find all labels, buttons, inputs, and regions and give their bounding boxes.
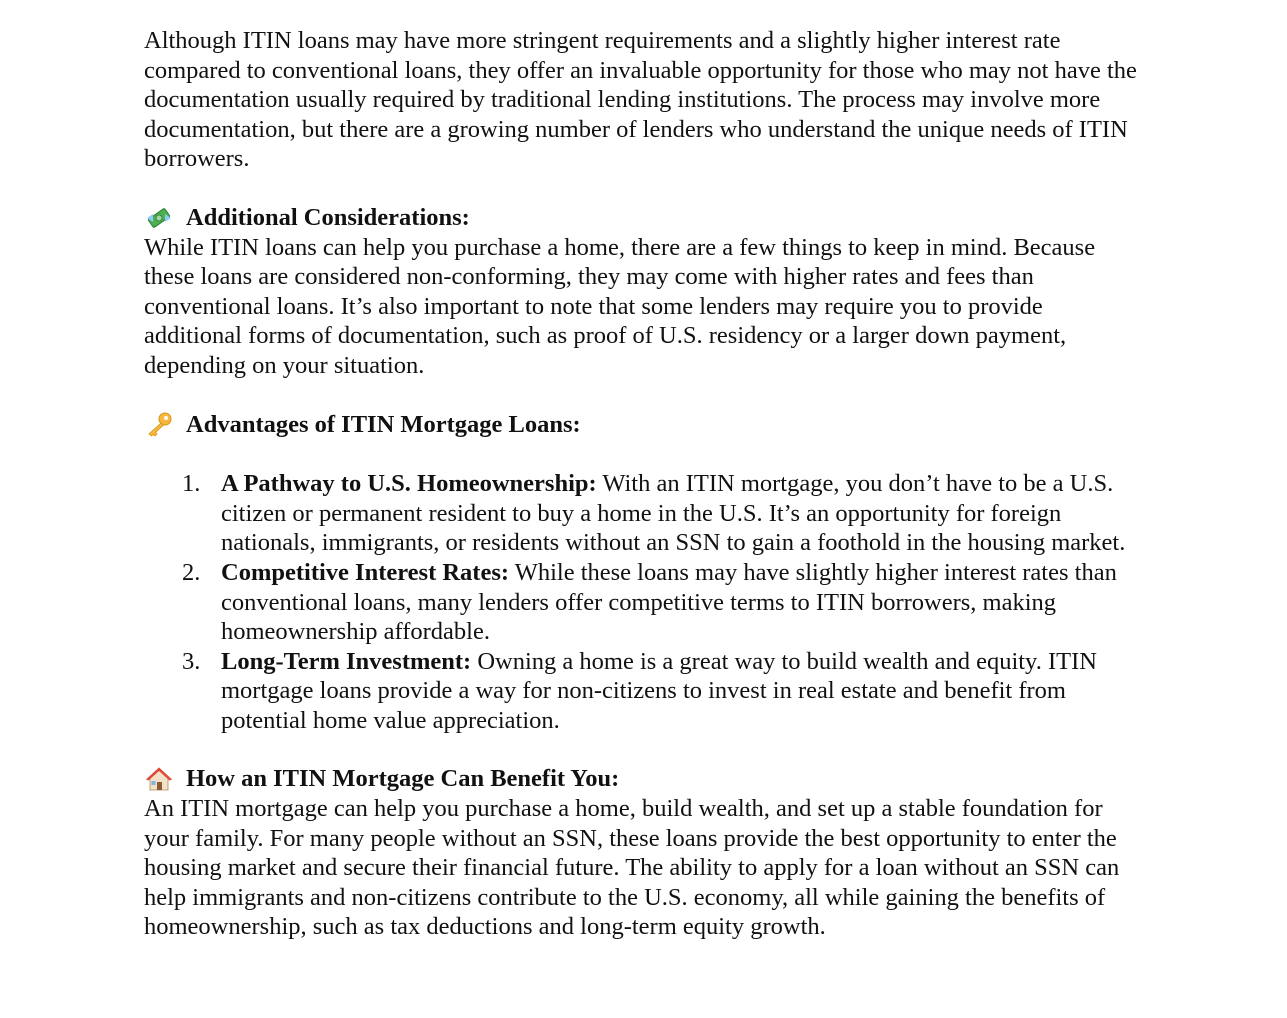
advantages-title: Advantages of ITIN Mortgage Loans:: [186, 410, 581, 438]
intro-paragraph: Although ITIN loans may have more stringent requirements and a slightly higher interest rate compared to conventional loans, they offer an invaluable opportunity for those who may not have the documentation usually required by traditional lending institutions. The process may involve more documentation, but there are a growing number of lenders who understand the unique needs of ITIN borrowers.: [144, 27, 1137, 173]
list-item-text: While these loans may have slightly higher interest rates than conventional loans, many lenders offer competitive terms to ITIN borrowers, making homeownership affordable.: [221, 558, 1117, 646]
list-item-title: Competitive Interest Rates:: [221, 558, 510, 586]
money-with-wings-icon: [144, 205, 174, 231]
advantages-heading: [144, 410, 1144, 440]
list-item-text: Owning a home is a great way to build wealth and equity. ITIN mortgage loans provide a way for non-citizens to invest in real estate and benefit from potential home value appreciation.: [221, 647, 1097, 734]
list-item-number: 3.: [182, 647, 201, 675]
list-item-number: 2.: [182, 558, 201, 586]
list-item-title: Long-Term Investment:: [221, 647, 472, 675]
list-item: [144, 558, 1144, 647]
additional-considerations-heading: [144, 203, 1144, 233]
additional-considerations-paragraph: While ITIN loans can help you purchase a home, there are a few things to keep in mind. Because these loans are considered non-conforming, they may come with higher rates and fees than conventional loans. It’s also important to note that some lenders may require you to provide additional forms of documentation, such as proof of U.S. residency or a larger down payment, depending on your situation.: [144, 233, 1096, 379]
document-page: [144, 26, 1144, 942]
additional-considerations-section: [144, 203, 1144, 381]
additional-considerations-title: Additional Considerations:: [186, 203, 470, 231]
benefit-section: [144, 764, 1144, 942]
benefit-paragraph: An ITIN mortgage can help you purchase a home, build wealth, and set up a stable foundation for your family. For many people without an SSN, these loans provide the best opportunity to enter the housing market and secure their financial future. The ability to apply for a loan without an SSN can help immigrants and non-citizens contribute to the U.S. economy, all while gaining the benefits of homeownership, such as tax deductions and long-term equity growth.: [144, 795, 1120, 941]
key-icon: [144, 411, 174, 437]
benefit-heading: [144, 764, 1144, 794]
list-item: [144, 469, 1144, 558]
list-item: [144, 647, 1144, 736]
advantages-list: [144, 469, 1144, 735]
list-item-number: 1.: [182, 470, 201, 498]
list-item-text: With an ITIN mortgage, you don’t have to be a U.S. citizen or permanent resident to buy a home in the U.S. It’s an opportunity for foreign nationals, immigrants, or residents without an SSN to gain a foothold in the housing market.: [221, 470, 1126, 557]
house-icon: [144, 766, 174, 792]
benefit-title: How an ITIN Mortgage Can Benefit You:: [186, 765, 620, 793]
list-item-title: A Pathway to U.S. Homeownership:: [221, 470, 597, 498]
advantages-section: [144, 410, 1144, 736]
